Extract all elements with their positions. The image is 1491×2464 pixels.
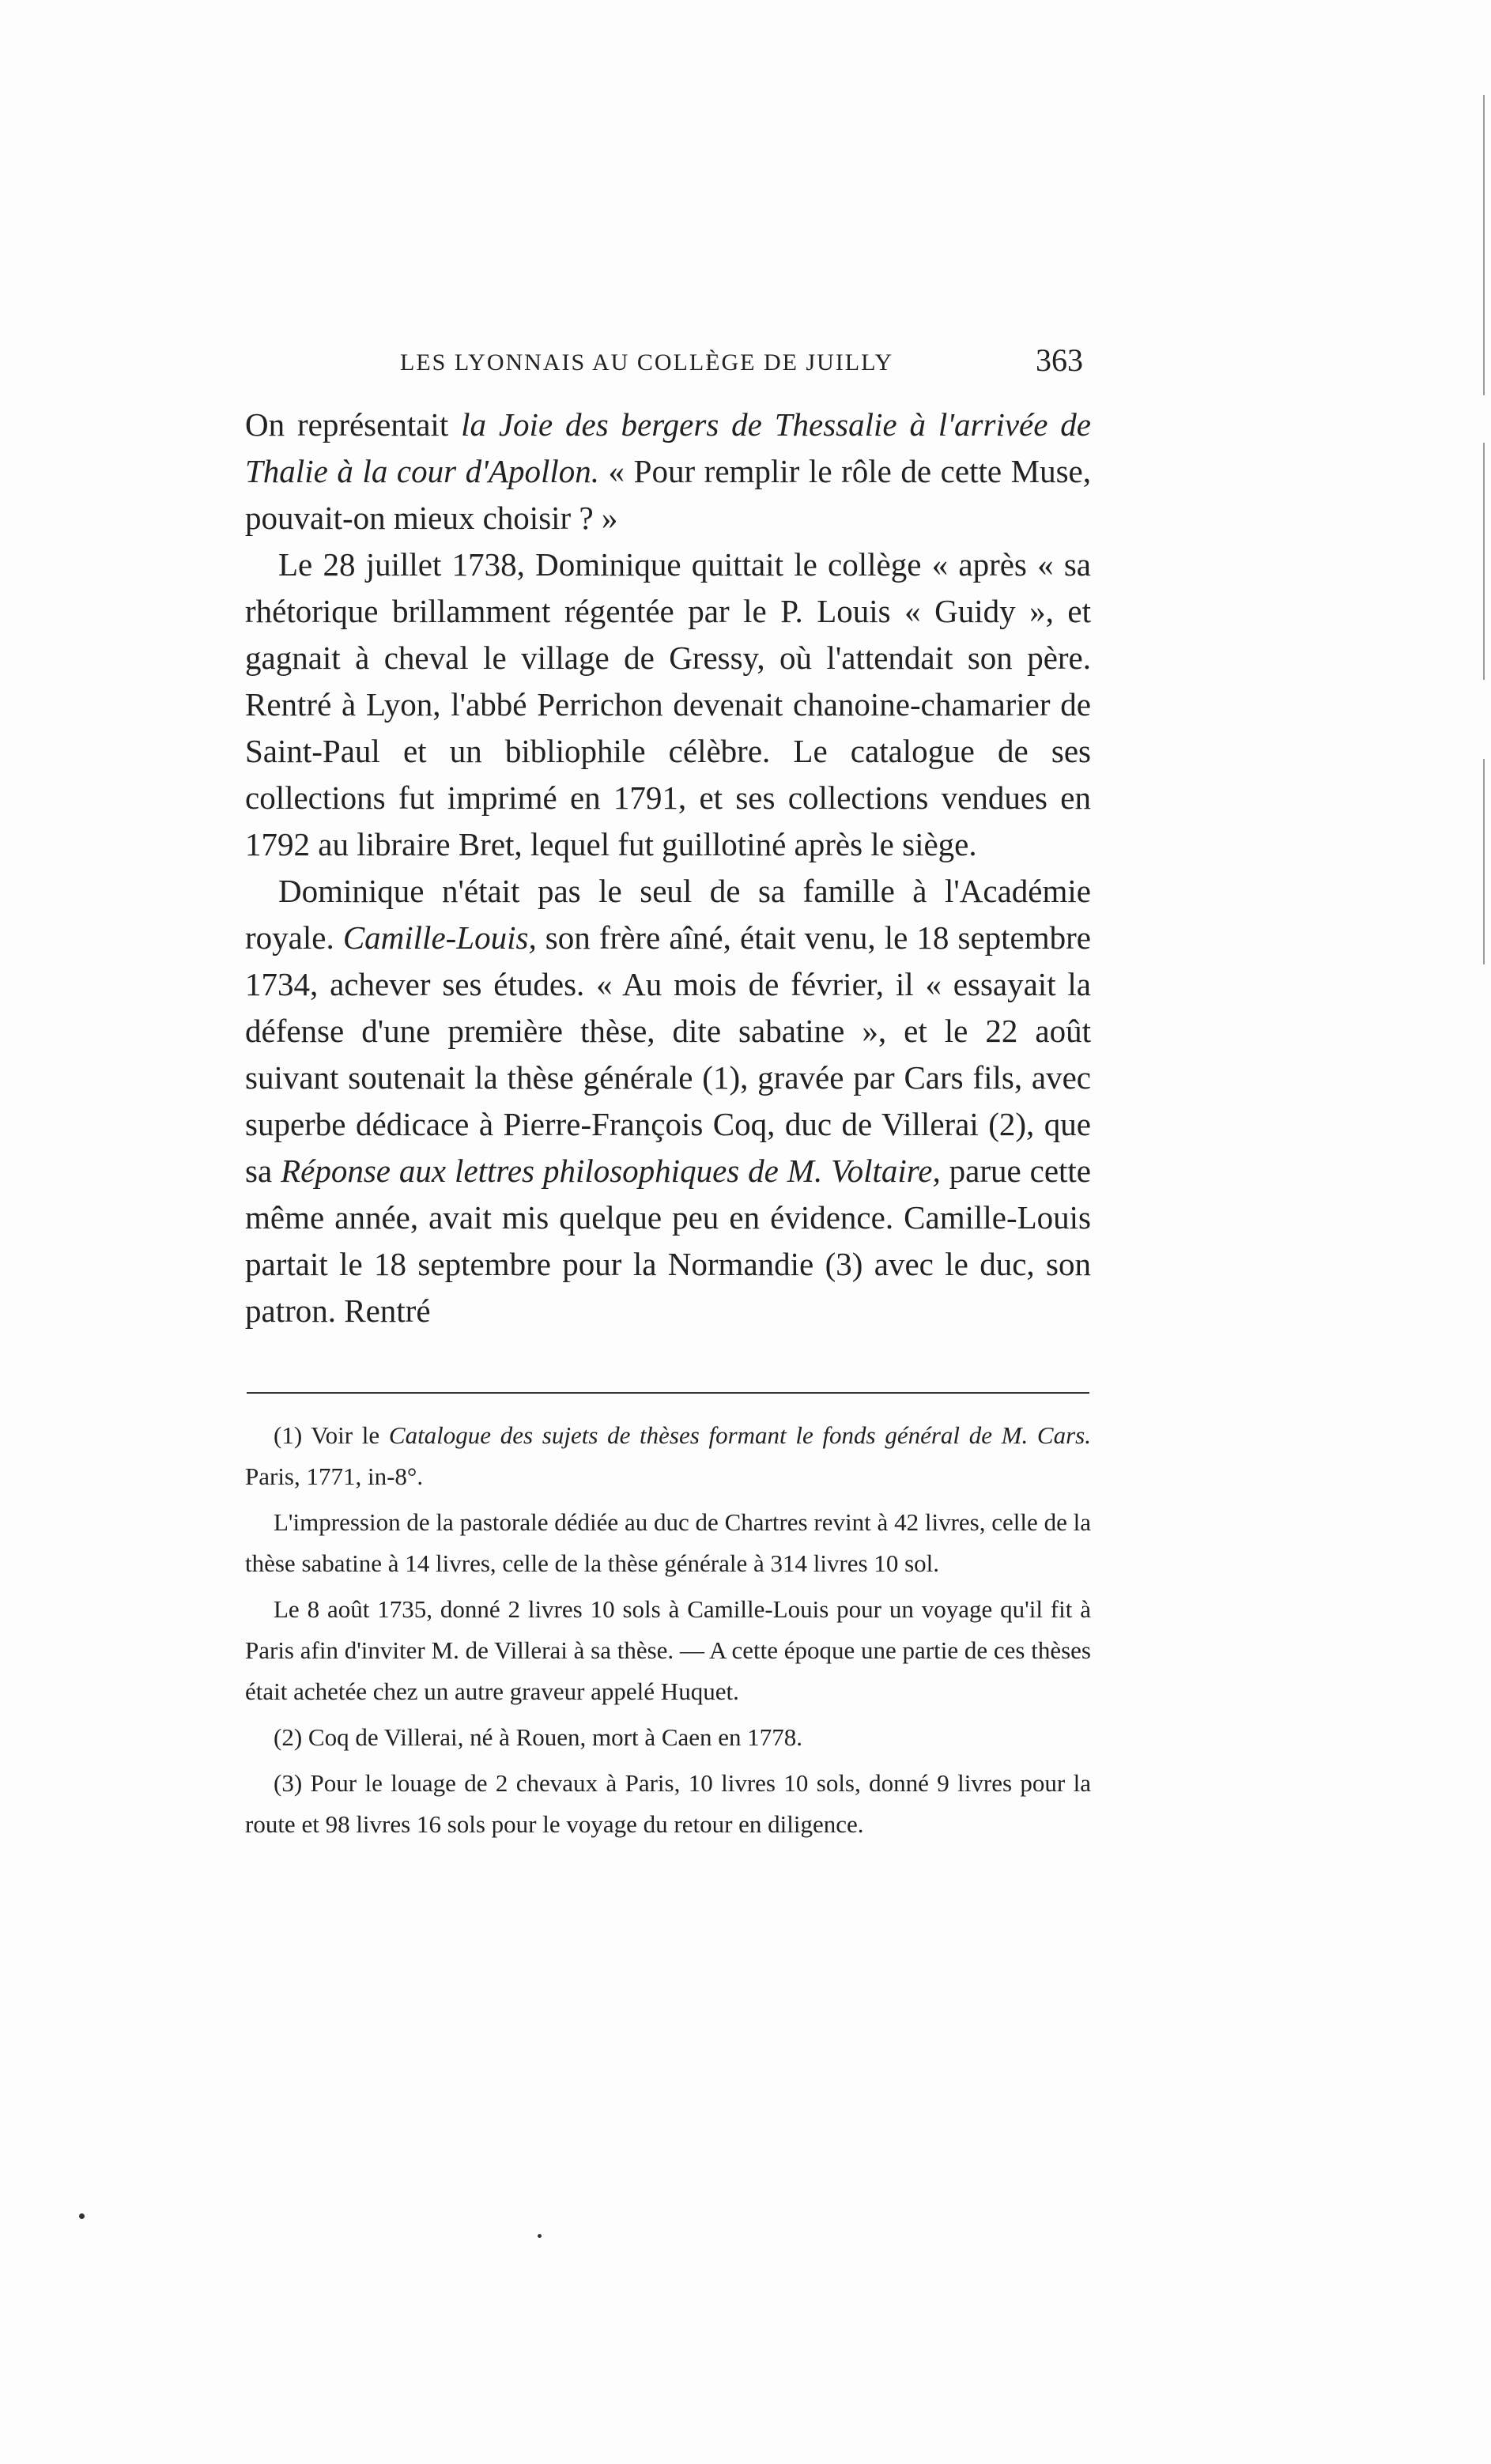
footnote-1-cont-b: Le 8 août 1735, donné 2 livres 10 sols à Camille-Louis pour un voyage qu'il fit à Paris afin d'inviter M. de Villerai à sa thèse. — A cette époque une partie de ces thèses était achetée chez un autre graveur appelé Huquet. bbox=[245, 1595, 1091, 1705]
person-name: Camille-Louis, bbox=[342, 919, 537, 956]
text-run: parue cette même année, avait mis quelque peu en évidence. Camille-Louis partait le 18 septembre pour la Normandie (3) avec le duc, son patron. Rentré bbox=[245, 1153, 1091, 1329]
margin-mark bbox=[1483, 95, 1485, 395]
text-run: Dominique n'était pas le seul de sa famille à l'Académie royale. bbox=[245, 873, 1091, 956]
footnote-1-cont-a: L'impression de la pastorale dédiée au duc de Chartres revint à 42 livres, celle de la thèse sabatine à 14 livres, celle de la thèse générale à 314 livres 10 sol. bbox=[245, 1508, 1091, 1577]
main-text bbox=[245, 402, 1091, 1334]
margin-mark bbox=[1483, 443, 1485, 680]
text-run: Paris, 1771, in-8°. bbox=[245, 1462, 424, 1490]
paragraph-3 bbox=[245, 868, 1091, 1334]
text-run: « Pour remplir le rôle de cette Muse, pouvait-on mieux choisir ? » bbox=[245, 453, 1091, 536]
play-title: la Joie des bergers de Thessalie à l'arrivée de Thalie à la cour d'Apollon. bbox=[245, 406, 1091, 489]
footnote-1 bbox=[245, 1415, 1091, 1497]
text-run: (1) Voir le bbox=[274, 1421, 389, 1449]
running-title: LES LYONNAIS AU COLLÈGE DE JUILLY bbox=[400, 349, 894, 375]
footnote-3: (3) Pour le louage de 2 chevaux à Paris, 10 livres 10 sols, donné 9 livres pour la route et 98 livres 16 sols pour le voyage du retour en diligence. bbox=[245, 1769, 1091, 1838]
page-number: 363 bbox=[1036, 342, 1083, 378]
footnote-2: (2) Coq de Villerai, né à Rouen, mort à Caen en 1778. bbox=[274, 1723, 803, 1751]
page-header bbox=[245, 341, 1091, 389]
footnotes bbox=[245, 1415, 1091, 1850]
ink-speck bbox=[538, 2234, 542, 2238]
text-run: On représentait bbox=[245, 406, 462, 443]
text-run: son frère aîné, était venu, le 18 septembre 1734, achever ses études. « Au mois de février, il « essayait la défense d'une première thèse, dite sabatine », et le 22 août suivant soutenait la thèse générale (1), gravée par Cars fils, avec superbe dédicace à Pierre-François Coq, duc de Villerai (2), que sa bbox=[245, 919, 1092, 1189]
margin-mark bbox=[1483, 759, 1485, 964]
paragraph-1 bbox=[245, 402, 1091, 541]
paragraph-2: Le 28 juillet 1738, Dominique quittait le collège « après « sa rhétorique brillamment régentée par le P. Louis « Guidy », et gagnait à cheval le village de Gressy, où l'attendait son père. Rentré à Lyon, l'abbé Perrichon devenait chanoine-chamarier de Saint-Paul et un bibliophile célèbre. Le catalogue de ses collections fut imprimé en 1791, et ses collections vendues en 1792 au libraire Bret, lequel fut guillotiné après le siège. bbox=[245, 546, 1091, 862]
ink-speck bbox=[79, 2213, 85, 2219]
work-title: Réponse aux lettres philosophiques de M. Voltaire, bbox=[281, 1153, 941, 1189]
catalogue-title: Catalogue des sujets de thèses formant le fonds général de M. Cars. bbox=[388, 1421, 1091, 1449]
footnote-divider bbox=[247, 1392, 1089, 1394]
